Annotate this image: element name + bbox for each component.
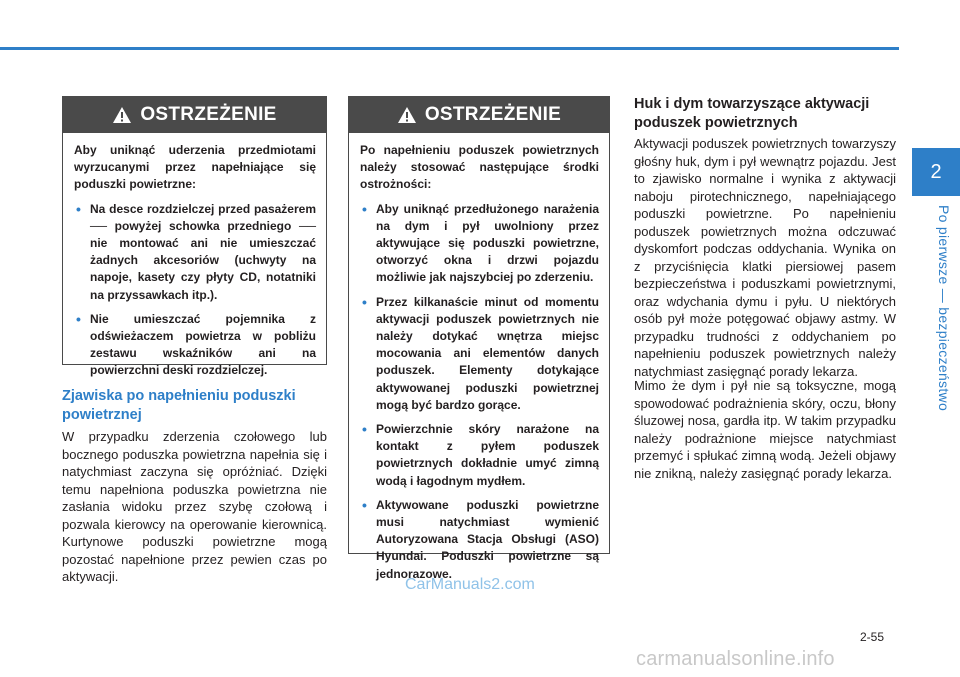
warning-list — [74, 201, 316, 380]
warning-list — [360, 201, 599, 583]
warning-body — [349, 133, 609, 583]
header-rule — [0, 47, 899, 50]
warning-triangle-icon — [112, 106, 132, 124]
chapter-number: 2 — [930, 160, 942, 183]
section-paragraph: Mimo że dym i pył nie są toksyczne, mogą spowodować podrażnienia skóry, oczu, błony śluzowej nosa, gardła itp. W takim przypadku należy podrażnione miejsce natychmiast przemyć i spłukać zimną wodą. Jeżeli objawy nie znikną, należy zasięgnąć porady lekarza. — [634, 378, 896, 481]
warning-triangle-icon — [397, 106, 417, 124]
warning-body — [63, 133, 326, 380]
page-number: 2-55 — [860, 630, 885, 644]
warning-item: • Przez kilkanaście minut od momentu aktywacji poduszek powietrznych nie należy dotykać wnętrza miejsc mocowania ani elementów danych poduszek. Elementy dotykające aktywowanej poduszki powietrznej mogą być bardzo gorące. — [360, 294, 599, 414]
warning-item: • Powierzchnie skóry narażone na kontakt z pyłem poduszek powietrznych dokładnie umyć zimną wodą i łagodnym mydłem. — [360, 421, 599, 490]
section-heading: Zjawiska po napełnieniu poduszki powietrznej — [62, 388, 296, 423]
watermark-logo: CarManuals2.com — [405, 576, 535, 593]
warning-intro: Aby uniknąć uderzenia przedmiotami wyrzucanymi przez napełniające się poduszki powietrzne: — [74, 143, 316, 192]
warning-item: • Nie umieszczać pojemnika z odświeżaczem powietrza w pobliżu zestawu wskaźników ani na powierzchni deski rozdzielczej. — [74, 311, 316, 380]
section-paragraph: W przypadku zderzenia czołowego lub bocznego poduszka powietrzna napełnia się i natychmiast zaczyna się opróżniać. Dzięki temu napełniona poduszka powietrzna nie zasłania widoku przez szybę czołową i pozwala kierowcy na operowanie kierownicą. Kurtynowe poduszki powietrzne mogą pozostać napełnione przez pewien czas po aktywacji. — [62, 429, 327, 584]
warning-header — [63, 97, 326, 133]
warning-item: • Aktywowane poduszki powietrzne musi natychmiast wymienić Autoryzowana Stacja Obsługi (ASO) Hyundai. Poduszki powietrzne są jednorazowe. — [360, 497, 599, 583]
warning-box-left — [62, 96, 327, 378]
warning-title: OSTRZEŻENIE — [140, 104, 277, 125]
warning-box-middle — [348, 96, 610, 581]
warning-item: • Aby uniknąć przedłużonego narażenia na dym i pył uwolniony przez aktywujące się poduszki powietrzne, otworzyć okna i drzwi pojazdu możliwie jak najszybciej po zderzeniu. — [360, 201, 599, 287]
warning-header — [349, 97, 609, 133]
chapter-title: Po pierwsze — bezpieczeństwo — [936, 205, 952, 412]
warning-intro: Po napełnieniu poduszek powietrznych należy stosować następujące środki ostrożności: — [360, 143, 599, 192]
section-heading: Huk i dym towarzyszące aktywacji poduszek powietrznych — [634, 96, 870, 131]
chapter-tab[interactable] — [912, 148, 960, 196]
warning-item: • Na desce rozdzielczej przed pasażerem ── powyżej schowka przedniego ── nie montować ani nie umieszczać żadnych akcesoriów (uchwyty na napoje, kasety czy płyty CD, notatniki na przyssawkach itp.). — [74, 201, 316, 304]
warning-title: OSTRZEŻENIE — [424, 104, 562, 125]
section-paragraph: Aktywacji poduszek powietrznych towarzyszy głośny huk, dym i pył wewnątrz pojazdu. Jest to zjawisko normalne i wynika z aktywacji naboju pirotechnicznego, napełniającego poduszki powietrzne. Po napełnieniu poduszek powietrznych można odczuwać dyskomfort podczas oddychania. Wynika on z przyciśnięcia klatki piersiowej pasem bezpieczeństwa i poduszkami powietrznymi, oraz wdychania dymu i pyłu. U niektórych osób pył może potęgować objawy astmy. W przypadku trudności z oddychaniem po napełnieniu poduszek powietrznych należy natychmiast zasięgnąć porady lekarza. — [634, 136, 896, 379]
watermark-text: carmanualsonline.info — [636, 648, 835, 670]
